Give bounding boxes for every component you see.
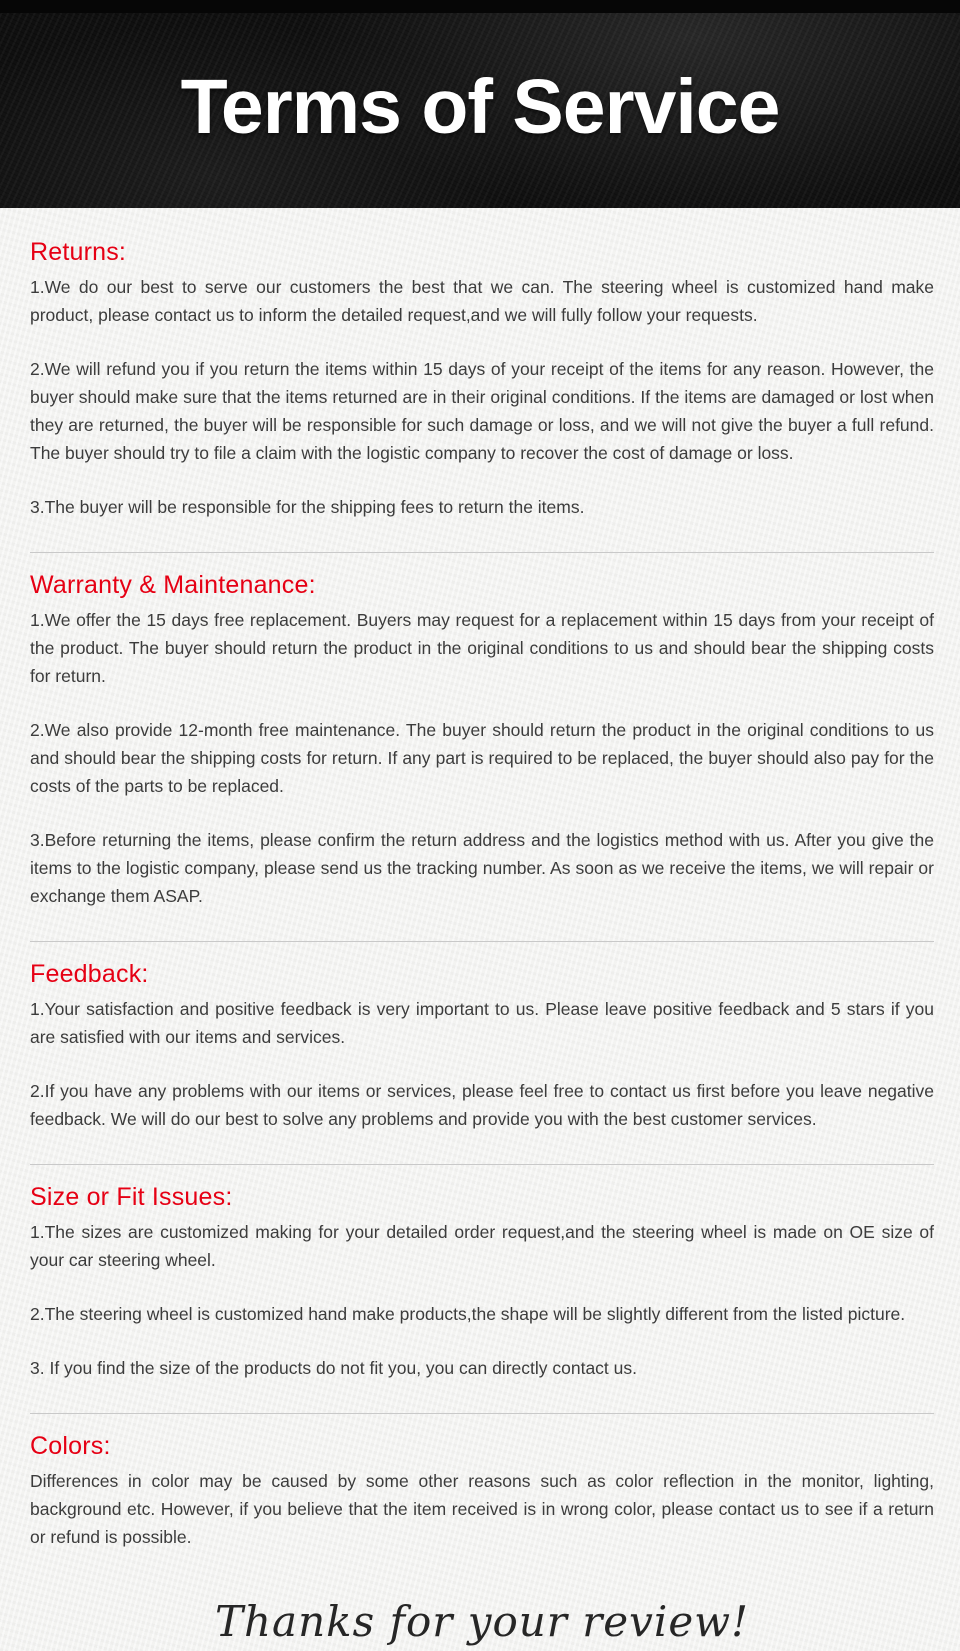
section-divider (30, 1164, 934, 1165)
section-size-fit (30, 1183, 934, 1414)
section-heading-size-fit: Size or Fit Issues: (30, 1183, 233, 1211)
section-colors (30, 1432, 934, 1551)
header-banner (0, 0, 960, 208)
paragraph: 2.We will refund you if you return the items within 15 days of your receipt of the items for any reason. However, the buyer should make sure that the items returned are in their original conditions. If the items are damaged or lost when they are returned, the buyer will be responsible for such damage or loss, and we will not give the buyer a full refund. The buyer should try to file a claim with the logistic company to recover the cost of damage or loss. (30, 359, 934, 463)
section-heading-warranty: Warranty & Maintenance: (30, 571, 316, 599)
paragraph: 2.We also provide 12-month free maintenance. The buyer should return the product in the original conditions to us and should bear the shipping costs for return. If any part is required to be replaced, the buyer should also pay for the costs of the parts to be replaced. (30, 720, 934, 796)
section-divider (30, 941, 934, 942)
paragraph: 3.The buyer will be responsible for the shipping fees to return the items. (30, 497, 585, 517)
section-returns (30, 238, 934, 553)
terms-content (0, 208, 960, 1646)
paragraph: 1.Your satisfaction and positive feedback is very important to us. Please leave positive feedback and 5 stars if you are satisfied with our items and services. (30, 999, 934, 1047)
paragraph: 1.We offer the 15 days free replacement. Buyers may request for a replacement within 15 days from your receipt of the product. The buyer should return the product in the original conditions to us and should bear the shipping costs for return. (30, 610, 934, 686)
section-heading-returns: Returns: (30, 238, 127, 266)
paragraph: 1.The sizes are customized making for your detailed order request,and the steering wheel is made on OE size of your car steering wheel. (30, 1222, 934, 1270)
paragraph: 1.We do our best to serve our customers the best that we can. The steering wheel is customized hand make product, please contact us to inform the detailed request,and we will fully follow your requests. (30, 277, 934, 325)
section-divider (30, 552, 934, 553)
paragraph: 2.The steering wheel is customized hand make products,the shape will be slightly different from the listed picture. (30, 1304, 906, 1324)
paragraph: 3. If you find the size of the products do not fit you, you can directly contact us. (30, 1358, 638, 1378)
section-heading-feedback: Feedback: (30, 960, 149, 988)
paragraph: 2.If you have any problems with our items or services, please feel free to contact us first before you leave negative feedback. We will do our best to solve any problems and provide you with the best customer services. (30, 1081, 934, 1129)
paragraph: Differences in color may be caused by some other reasons such as color reflection in the monitor, lighting, background etc. However, if you believe that the item received is in wrong color, please contact us to see if a return or refund is possible. (30, 1471, 934, 1547)
page-title: Terms of Service (180, 63, 780, 150)
paragraph: 3.Before returning the items, please confirm the return address and the logistics method with us. After you give the items to the logistic company, please send us the tracking number. As soon as we receive the items, we will repair or exchange them ASAP. (30, 830, 934, 906)
section-warranty-maintenance (30, 571, 934, 942)
section-heading-colors: Colors: (30, 1432, 111, 1460)
section-divider (30, 1413, 934, 1414)
section-feedback (30, 960, 934, 1165)
thanks-message: Thanks for your review! (214, 1597, 750, 1646)
